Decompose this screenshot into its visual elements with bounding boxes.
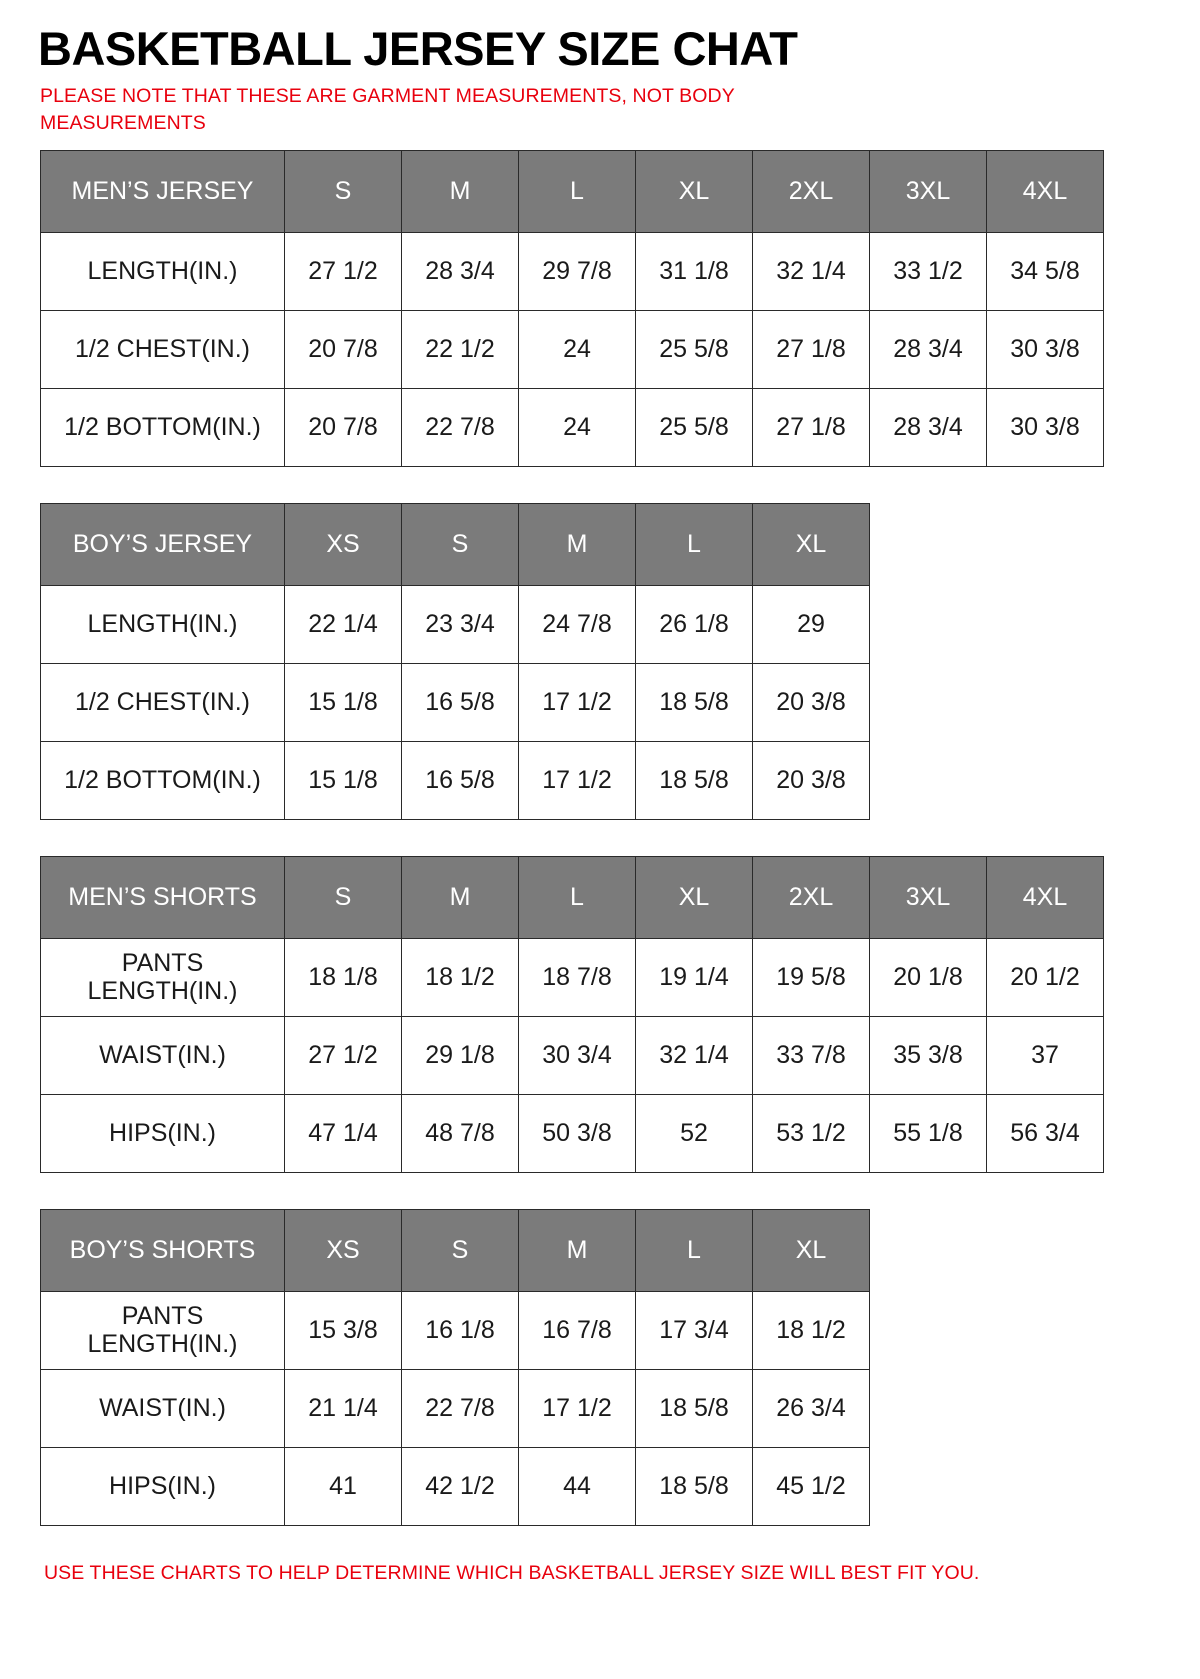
measurement-cell: 29 1/8 [402, 1016, 519, 1094]
measurement-cell: 16 1/8 [402, 1291, 519, 1369]
size-header-cell: L [519, 150, 636, 232]
measurement-cell: 56 3/4 [987, 1094, 1104, 1172]
size-header-cell: M [519, 503, 636, 585]
size-header-cell: 4XL [987, 150, 1104, 232]
row-label: HIPS(IN.) [41, 1094, 285, 1172]
size-header-cell: S [402, 1209, 519, 1291]
table-row [41, 388, 1104, 466]
table-row [41, 1291, 870, 1369]
row-label-line2: LENGTH(IN.) [87, 1330, 238, 1359]
measurement-cell: 52 [636, 1094, 753, 1172]
measurement-cell: 24 [519, 310, 636, 388]
row-label: 1/2 CHEST(IN.) [41, 310, 285, 388]
measurement-cell: 45 1/2 [753, 1447, 870, 1525]
measurement-cell: 28 3/4 [870, 310, 987, 388]
measurement-cell: 19 1/4 [636, 938, 753, 1016]
size-header-cell: 3XL [870, 856, 987, 938]
row-label: 1/2 CHEST(IN.) [41, 663, 285, 741]
mens-jersey-table [40, 150, 1104, 467]
measurement-cell: 41 [285, 1447, 402, 1525]
measurement-cell: 22 7/8 [402, 388, 519, 466]
size-header-cell: XL [636, 150, 753, 232]
size-header-cell: XL [636, 856, 753, 938]
size-header-cell: L [519, 856, 636, 938]
measurement-cell: 30 3/4 [519, 1016, 636, 1094]
size-header-cell: 4XL [987, 856, 1104, 938]
measurement-cell: 22 1/2 [402, 310, 519, 388]
size-header-cell: L [636, 503, 753, 585]
measurement-cell: 26 1/8 [636, 585, 753, 663]
measurement-cell: 17 1/2 [519, 1369, 636, 1447]
row-label [41, 1291, 285, 1369]
boys-jersey-table [40, 503, 870, 820]
page-title: BASKETBALL JERSEY SIZE CHAT [38, 22, 798, 75]
size-header-cell: XS [285, 503, 402, 585]
table-header-row [41, 856, 1104, 938]
size-header-cell: M [402, 856, 519, 938]
size-header-cell: 3XL [870, 150, 987, 232]
measurement-cell: 32 1/4 [636, 1016, 753, 1094]
measurement-cell: 20 3/8 [753, 741, 870, 819]
table-row [41, 310, 1104, 388]
measurement-cell: 20 1/2 [987, 938, 1104, 1016]
size-header-cell: S [285, 150, 402, 232]
table-row [41, 1447, 870, 1525]
measurement-cell: 29 7/8 [519, 232, 636, 310]
measurement-cell: 22 1/4 [285, 585, 402, 663]
row-label: WAIST(IN.) [41, 1369, 285, 1447]
measurement-cell: 18 1/2 [402, 938, 519, 1016]
row-label: LENGTH(IN.) [41, 232, 285, 310]
row-label [41, 938, 285, 1016]
row-label: HIPS(IN.) [41, 1447, 285, 1525]
measurement-cell: 20 3/8 [753, 663, 870, 741]
measurement-cell: 20 1/8 [870, 938, 987, 1016]
measurement-cell: 32 1/4 [753, 232, 870, 310]
table-row [41, 741, 870, 819]
measurement-cell: 21 1/4 [285, 1369, 402, 1447]
table-row [41, 1016, 1104, 1094]
row-label-line1: PANTS [121, 949, 204, 978]
measurement-cell: 30 3/8 [987, 310, 1104, 388]
table-title-cell: BOY’S JERSEY [41, 503, 285, 585]
row-label-line2: LENGTH(IN.) [87, 977, 238, 1006]
measurement-cell: 28 3/4 [870, 388, 987, 466]
measurement-cell: 50 3/8 [519, 1094, 636, 1172]
measurement-cell: 18 1/2 [753, 1291, 870, 1369]
measurement-cell: 17 1/2 [519, 663, 636, 741]
mens-shorts-table [40, 856, 1104, 1173]
measurement-cell: 29 [753, 585, 870, 663]
size-header-cell: XL [753, 503, 870, 585]
measurement-cell: 27 1/8 [753, 388, 870, 466]
size-header-cell: S [285, 856, 402, 938]
table-row [41, 1369, 870, 1447]
measurement-cell: 27 1/2 [285, 1016, 402, 1094]
measurement-cell: 48 7/8 [402, 1094, 519, 1172]
measurement-cell: 16 5/8 [402, 741, 519, 819]
size-header-cell: L [636, 1209, 753, 1291]
measurement-cell: 24 [519, 388, 636, 466]
measurement-cell: 30 3/8 [987, 388, 1104, 466]
table-title-cell: MEN’S SHORTS [41, 856, 285, 938]
size-header-cell: M [402, 150, 519, 232]
measurement-note: PLEASE NOTE THAT THESE ARE GARMENT MEASUREMENTS, NOT BODY MEASUREMENTS [40, 85, 735, 134]
measurement-cell: 22 7/8 [402, 1369, 519, 1447]
measurement-cell: 27 1/2 [285, 232, 402, 310]
measurement-cell: 18 5/8 [636, 663, 753, 741]
measurement-cell: 55 1/8 [870, 1094, 987, 1172]
row-label: 1/2 BOTTOM(IN.) [41, 741, 285, 819]
measurement-cell: 19 5/8 [753, 938, 870, 1016]
size-header-cell: XL [753, 1209, 870, 1291]
row-label: 1/2 BOTTOM(IN.) [41, 388, 285, 466]
measurement-cell: 31 1/8 [636, 232, 753, 310]
measurement-cell: 44 [519, 1447, 636, 1525]
measurement-cell: 18 5/8 [636, 1447, 753, 1525]
row-label: LENGTH(IN.) [41, 585, 285, 663]
table-row [41, 232, 1104, 310]
table-row [41, 938, 1104, 1016]
measurement-cell: 15 1/8 [285, 663, 402, 741]
measurement-cell: 28 3/4 [402, 232, 519, 310]
table-header-row [41, 503, 870, 585]
table-header-row [41, 1209, 870, 1291]
measurement-cell: 35 3/8 [870, 1016, 987, 1094]
measurement-cell: 18 5/8 [636, 1369, 753, 1447]
measurement-cell: 37 [987, 1016, 1104, 1094]
table-title-cell: BOY’S SHORTS [41, 1209, 285, 1291]
measurement-cell: 23 3/4 [402, 585, 519, 663]
size-header-cell: M [519, 1209, 636, 1291]
measurement-cell: 17 3/4 [636, 1291, 753, 1369]
measurement-cell: 33 1/2 [870, 232, 987, 310]
size-header-cell: 2XL [753, 856, 870, 938]
measurement-cell: 33 7/8 [753, 1016, 870, 1094]
measurement-cell: 25 5/8 [636, 310, 753, 388]
measurement-cell: 34 5/8 [987, 232, 1104, 310]
measurement-cell: 18 1/8 [285, 938, 402, 1016]
row-label-line1: PANTS [121, 1302, 204, 1331]
footer-note: USE THESE CHARTS TO HELP DETERMINE WHICH BASKETBALL JERSEY SIZE WILL BEST FIT YOU. [44, 1561, 980, 1584]
measurement-cell: 15 1/8 [285, 741, 402, 819]
measurement-cell: 27 1/8 [753, 310, 870, 388]
measurement-cell: 18 5/8 [636, 741, 753, 819]
table-title-cell: MEN’S JERSEY [41, 150, 285, 232]
size-header-cell: 2XL [753, 150, 870, 232]
measurement-cell: 20 7/8 [285, 388, 402, 466]
size-header-cell: XS [285, 1209, 402, 1291]
measurement-cell: 42 1/2 [402, 1447, 519, 1525]
boys-shorts-table [40, 1209, 870, 1526]
measurement-cell: 17 1/2 [519, 741, 636, 819]
measurement-cell: 16 7/8 [519, 1291, 636, 1369]
measurement-cell: 20 7/8 [285, 310, 402, 388]
table-row [41, 663, 870, 741]
measurement-cell: 18 7/8 [519, 938, 636, 1016]
measurement-cell: 53 1/2 [753, 1094, 870, 1172]
measurement-cell: 16 5/8 [402, 663, 519, 741]
row-label: WAIST(IN.) [41, 1016, 285, 1094]
measurement-cell: 47 1/4 [285, 1094, 402, 1172]
measurement-cell: 15 3/8 [285, 1291, 402, 1369]
measurement-cell: 24 7/8 [519, 585, 636, 663]
measurement-cell: 26 3/4 [753, 1369, 870, 1447]
table-row [41, 1094, 1104, 1172]
measurement-cell: 25 5/8 [636, 388, 753, 466]
table-header-row [41, 150, 1104, 232]
table-row [41, 585, 870, 663]
size-header-cell: S [402, 503, 519, 585]
